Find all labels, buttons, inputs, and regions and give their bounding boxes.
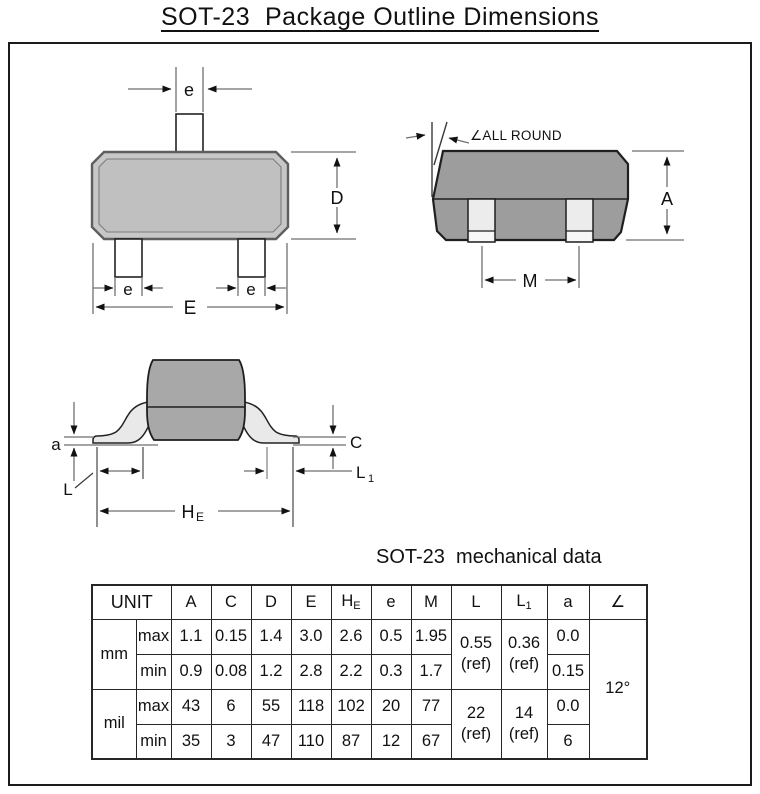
iso-view [406,122,684,291]
dim-e-bottom-left [93,277,163,299]
cell-mm-min-M: 1.7 [411,654,451,689]
dim-C [293,405,362,469]
cell-mm-max-D: 1.4 [251,619,291,654]
cell-mil-min-D: 47 [251,724,291,759]
cell-mil-min-A: 35 [171,724,211,759]
dim-D [291,152,356,239]
cell-mm-min-D: 1.2 [251,654,291,689]
cell-mil-min-C: 3 [211,724,251,759]
label-D: D [330,188,344,208]
front-bottom-pin-right [238,239,265,277]
cell-mm-max-a: 0.0 [547,619,589,654]
dim-HE [100,502,290,524]
unit-mm: mm [92,619,136,689]
label-HE: H [181,502,195,522]
col-header-A: A [171,585,211,619]
col-header-HE: HE [331,585,371,619]
label-C: C [350,433,363,452]
mechanical-data-table [91,584,648,760]
dim-L [63,447,143,527]
dim-L1 [244,447,374,527]
cell-mil-L: 22 (ref) [451,689,501,759]
cell-mil-max-A: 43 [171,689,211,724]
rowlabel-min: min [136,724,171,759]
rowlabel-min: min [136,654,171,689]
label-all-round: ∠ALL ROUND [470,128,562,143]
col-header-angle: ∠ [589,585,647,619]
col-header-M: M [411,585,451,619]
col-header-L: L [451,585,501,619]
col-header-a: a [547,585,589,619]
col-header-L1: L1 [501,585,547,619]
cell-mil-max-E: 118 [291,689,331,724]
rowlabel-max: max [136,689,171,724]
table-row-mil-min [92,724,647,759]
rowlabel-max: max [136,619,171,654]
side-view [51,360,374,527]
dim-A [626,151,684,240]
cell-angle: 12° [589,619,647,759]
cell-mil-max-a: 0.0 [547,689,589,724]
cell-mm-min-a: 0.15 [547,654,589,689]
page-title: SOT-23 Package Outline Dimensions [160,3,600,31]
cell-mm-max-A: 1.1 [171,619,211,654]
col-header-E: E [291,585,331,619]
front-view [92,67,356,319]
cell-mm-min-HE: 2.2 [331,654,371,689]
label-E: E [183,298,197,319]
cell-mm-min-E: 2.8 [291,654,331,689]
label-e-bottom-right: e [246,280,256,299]
cell-mil-min-M: 67 [411,724,451,759]
label-HE-sub: E [196,510,205,524]
cell-mm-max-e: 0.5 [371,619,411,654]
side-body [147,360,245,440]
mechanical-data-title: SOT-23 mechanical data [376,546,602,568]
cell-mm-min-e: 0.3 [371,654,411,689]
label-L: L [63,480,73,499]
dim-M [482,246,579,291]
cell-mm-max-M: 1.95 [411,619,451,654]
cell-mil-min-E: 110 [291,724,331,759]
label-a: a [51,435,61,454]
iso-body [433,151,628,240]
cell-mm-max-HE: 2.6 [331,619,371,654]
unit-mil: mil [92,689,136,759]
front-bottom-pin-left [115,239,142,277]
col-header-e: e [371,585,411,619]
front-top-pin [176,114,203,152]
cell-mm-max-C: 0.15 [211,619,251,654]
cell-mil-max-C: 6 [211,689,251,724]
label-A: A [660,189,674,209]
label-e-top: e [183,80,195,100]
col-header-unit: UNIT [92,585,171,619]
cell-mm-L: 0.55 (ref) [451,619,501,689]
col-header-C: C [211,585,251,619]
cell-mm-L1: 0.36 (ref) [501,619,547,689]
cell-mil-max-e: 20 [371,689,411,724]
col-header-D: D [251,585,291,619]
table-row-mil-max [92,689,647,724]
cell-mil-min-HE: 87 [331,724,371,759]
cell-mm-max-E: 3.0 [291,619,331,654]
dim-e-bottom-right [216,277,286,299]
header-row [92,585,647,619]
cell-mil-min-e: 12 [371,724,411,759]
iso-pin-right [566,199,593,242]
cell-mil-max-D: 55 [251,689,291,724]
label-e-bottom-left: e [123,280,133,299]
cell-mm-min-A: 0.9 [171,654,211,689]
cell-mil-min-a: 6 [547,724,589,759]
iso-pin-left [468,199,495,242]
dim-e-top [128,67,252,112]
cell-mil-max-HE: 102 [331,689,371,724]
table-row-mm-min [92,654,647,689]
table-row-mm-max [92,619,647,654]
cell-mm-min-C: 0.08 [211,654,251,689]
cell-mil-max-M: 77 [411,689,451,724]
front-body-bevel [99,159,281,232]
label-L1-sub: 1 [368,473,375,485]
label-M: M [522,271,538,291]
cell-mil-L1: 14 (ref) [501,689,547,759]
label-L1: L [356,463,366,482]
